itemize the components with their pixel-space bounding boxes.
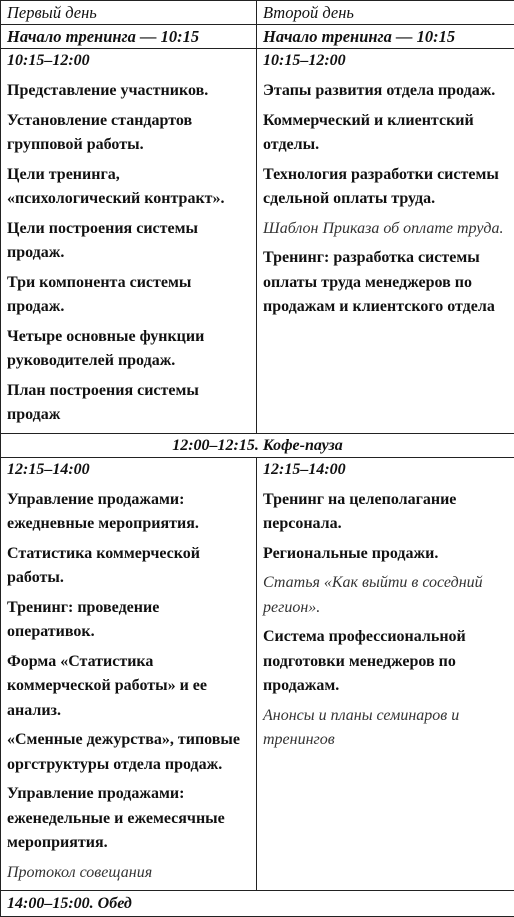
afternoon-day1-item: Форма «Статистика коммерческой работы» и ее анализ. <box>7 650 250 724</box>
header-day1: Первый день <box>1 1 257 25</box>
morning-day1-item: Цели тренинга, «психологический контракт». <box>7 163 250 212</box>
morning-day1-item: Четыре основные функции руководителей продаж. <box>7 325 250 374</box>
break-row <box>1 433 514 457</box>
morning-day1-item: План построения системы продаж <box>7 379 250 428</box>
morning-day2-item: Технология разработки системы сдельной оплаты труда. <box>263 163 508 212</box>
afternoon-day2-time: 12:15–14:00 <box>263 458 508 482</box>
afternoon-row <box>1 457 514 891</box>
morning-day1-item: Цели построения системы продаж. <box>7 217 250 266</box>
morning-day2-item: Коммерческий и клиентский отделы. <box>263 109 508 158</box>
afternoon-day2-item: Региональные продажи. <box>263 542 508 567</box>
afternoon-day1-time: 12:15–14:00 <box>7 458 250 482</box>
afternoon-day2-item: Система профессиональной подготовки менеджеров по продажам. <box>263 625 508 699</box>
afternoon-day2-note: Статья «Как выйти в соседний регион». <box>263 571 508 620</box>
header-row <box>1 1 514 25</box>
afternoon-day1-note: Протокол совещания <box>7 861 250 886</box>
start-row <box>1 25 514 49</box>
lunch: 14:00–15:00. Обед <box>1 891 514 917</box>
morning-day1-item: Представление участников. <box>7 79 250 104</box>
start-day1: Начало тренинга — 10:15 <box>1 25 257 49</box>
afternoon-day1-item: Тренинг: проведение оперативок. <box>7 596 250 645</box>
morning-day2-cell <box>257 49 514 434</box>
afternoon-day2-note: Анонсы и планы семинаров и тренингов <box>263 704 508 753</box>
morning-day2-item: Этапы развития отдела продаж. <box>263 79 508 104</box>
morning-day2-item: Тренинг: разработка системы оплаты труда менеджеров по продажам и клиентского отдела <box>263 246 508 320</box>
lunch-row <box>1 891 514 917</box>
afternoon-day1-item: Управление продажами: еженедельные и ежемесячные мероприятия. <box>7 782 250 856</box>
morning-day2-note: Шаблон Приказа об оплате труда. <box>263 217 508 242</box>
morning-day2-time: 10:15–12:00 <box>263 49 508 73</box>
afternoon-day1-item: «Сменные дежурства», типовые оргструктуры отдела продаж. <box>7 728 250 777</box>
afternoon-day1-item: Статистика коммерческой работы. <box>7 542 250 591</box>
afternoon-day2-cell <box>257 457 514 891</box>
coffee-break: 12:00–12:15. Кофе-пауза <box>1 433 514 457</box>
morning-day1-item: Установление стандартов групповой работы. <box>7 109 250 158</box>
header-day2: Второй день <box>257 1 514 25</box>
start-day2: Начало тренинга — 10:15 <box>257 25 514 49</box>
afternoon-day2-item: Тренинг на целеполагание персонала. <box>263 488 508 537</box>
morning-day1-time: 10:15–12:00 <box>7 49 250 73</box>
morning-day1-item: Три компонента системы продаж. <box>7 271 250 320</box>
morning-day1-cell <box>1 49 257 434</box>
afternoon-day1-item: Управление продажами: ежедневные мероприятия. <box>7 488 250 537</box>
afternoon-day1-cell <box>1 457 257 891</box>
morning-row <box>1 49 514 434</box>
